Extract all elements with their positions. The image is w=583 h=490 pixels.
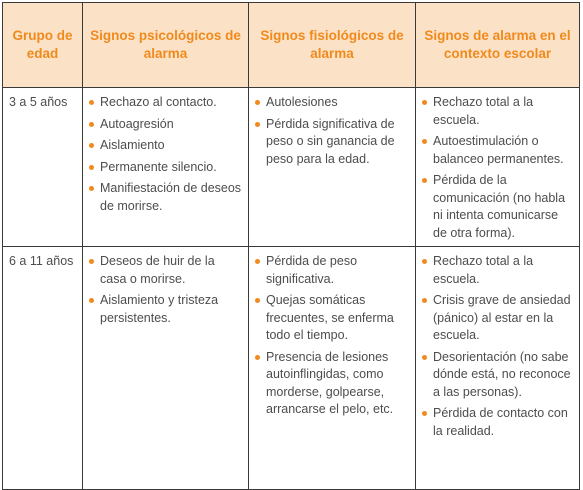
sign-list (89, 94, 243, 215)
sign-list (255, 94, 410, 168)
school-sign-item (422, 349, 574, 402)
school-signs-cell (416, 88, 580, 247)
sign-text: Manifiestación de deseos de morirse. (100, 181, 242, 213)
school-sign-item (422, 405, 574, 440)
table-row (3, 247, 580, 490)
physiological-sign-item (255, 349, 410, 419)
sign-list (422, 253, 574, 440)
psychological-sign-item (89, 253, 243, 288)
age-group-cell: 6 a 11 años (3, 247, 83, 490)
header-row (3, 3, 580, 88)
school-sign-item (422, 133, 574, 168)
bullet-icon (89, 298, 94, 303)
bullet-icon (89, 165, 94, 170)
sign-text: Autoagresión (100, 116, 174, 131)
age-group-cell: 3 a 5 años (3, 88, 83, 247)
sign-text: Presencia de lesiones autoinflingidas, como morderse, golpearse, arrancarse el pelo, etc. (266, 349, 394, 416)
psychological-sign-item (89, 116, 243, 134)
bullet-icon (422, 355, 427, 360)
sign-text: Quejas somáticas frecuentes, se enferma todo el tiempo. (266, 293, 394, 342)
header-school-signs: Signos de alarma en el contexto escolar (416, 3, 580, 88)
header-age-group: Grupo de edad (3, 3, 83, 88)
psychological-sign-item (89, 292, 243, 327)
sign-text: Deseos de huir de la casa o morirse. (100, 254, 215, 286)
sign-text: Autoestimulación o balanceo permanentes. (433, 134, 564, 166)
sign-text: Crisis grave de ansiedad (pánico) al estar en la escuela. (433, 293, 571, 342)
bullet-icon (89, 186, 94, 191)
sign-text: Aislamiento (100, 138, 165, 152)
psychological-sign-item (89, 159, 243, 177)
sign-text: Permanente silencio. (100, 159, 217, 174)
header-physiological-signs: Signos fisiológicos de alarma (249, 3, 416, 88)
bullet-icon (422, 298, 427, 303)
psychological-signs-cell (83, 88, 249, 247)
school-sign-item (422, 172, 574, 242)
bullet-icon (422, 100, 427, 105)
bullet-icon (89, 143, 94, 148)
sign-list (89, 253, 243, 327)
bullet-icon (255, 100, 260, 105)
bullet-icon (422, 178, 427, 183)
physiological-sign-item (255, 94, 410, 112)
bullet-icon (255, 355, 260, 360)
bullet-icon (422, 139, 427, 144)
sign-text: Rechazo al contacto. (100, 95, 217, 109)
table-row (3, 88, 580, 247)
sign-list (255, 253, 410, 419)
bullet-icon (89, 259, 94, 264)
physiological-sign-item (255, 116, 410, 169)
physiological-signs-cell (249, 247, 416, 490)
psychological-sign-item (89, 137, 243, 155)
school-sign-item (422, 253, 574, 288)
bullet-icon (255, 122, 260, 127)
sign-list (422, 94, 574, 242)
psychological-sign-item (89, 94, 243, 112)
bullet-icon (255, 259, 260, 264)
warning-signs-table (2, 2, 580, 490)
school-signs-cell (416, 247, 580, 490)
bullet-icon (89, 100, 94, 105)
bullet-icon (422, 411, 427, 416)
sign-text: Desorientación (no sabe dónde está, no reconoce a las personas). (433, 349, 571, 399)
physiological-sign-item (255, 253, 410, 288)
physiological-sign-item (255, 292, 410, 345)
sign-text: Rechazo total a la escuela. (433, 95, 534, 127)
sign-text: Pérdida de peso significativa. (266, 254, 358, 286)
bullet-icon (422, 259, 427, 264)
sign-text: Pérdida de la comunicación (no habla ni intenta comunicarse de otra forma). (433, 173, 566, 240)
psychological-sign-item (89, 180, 243, 215)
bullet-icon (89, 122, 94, 127)
header-psychological-signs: Signos psicológicos de alarma (83, 3, 249, 88)
sign-text: Autolesiones (266, 95, 338, 109)
bullet-icon (255, 298, 260, 303)
psychological-signs-cell (83, 247, 249, 490)
sign-text: Aislamiento y tristeza persistentes. (100, 293, 219, 325)
table-body (3, 88, 580, 490)
physiological-signs-cell (249, 88, 416, 247)
sign-text: Pérdida significativa de peso o sin ganancia de peso para la edad. (266, 116, 395, 166)
school-sign-item (422, 94, 574, 129)
sign-text: Rechazo total a la escuela. (433, 254, 534, 286)
school-sign-item (422, 292, 574, 345)
sign-text: Pérdida de contacto con la realidad. (433, 406, 568, 438)
